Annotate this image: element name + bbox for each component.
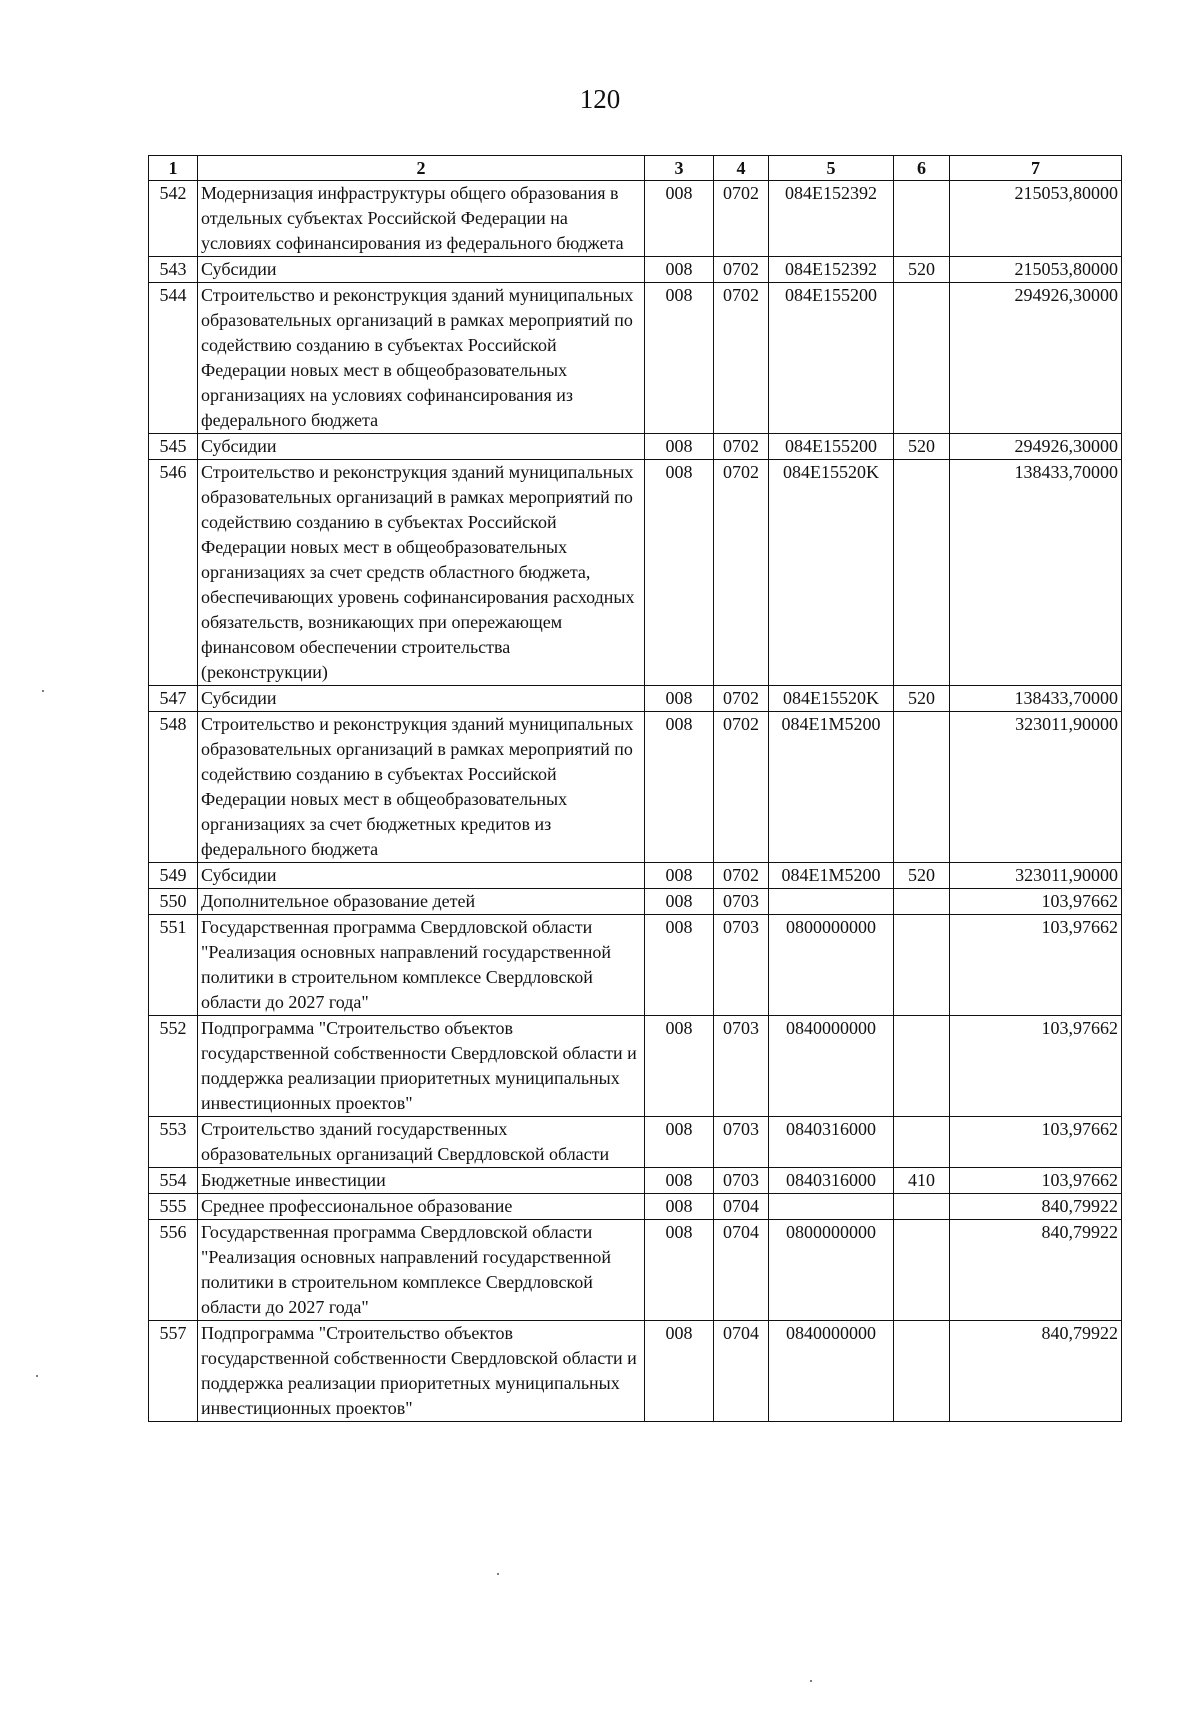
column-4-cell: 0702 [714, 434, 769, 460]
row-number-cell: 555 [149, 1194, 198, 1220]
column-6-cell: 520 [894, 434, 950, 460]
column-5-cell: 084E155200 [769, 283, 894, 434]
column-3-cell: 008 [645, 915, 714, 1016]
column-6-cell [894, 1220, 950, 1321]
column-header: 4 [714, 156, 769, 181]
column-6-cell [894, 283, 950, 434]
amount-cell: 103,97662 [950, 1168, 1122, 1194]
column-5-cell: 0840316000 [769, 1117, 894, 1168]
row-number-cell: 543 [149, 257, 198, 283]
table-row [149, 1168, 1122, 1194]
amount-cell: 215053,80000 [950, 257, 1122, 283]
column-4-cell: 0702 [714, 460, 769, 686]
amount-cell: 294926,30000 [950, 283, 1122, 434]
column-6-cell [894, 1016, 950, 1117]
amount-cell: 215053,80000 [950, 181, 1122, 257]
column-header: 5 [769, 156, 894, 181]
column-3-cell: 008 [645, 283, 714, 434]
scan-speck [810, 1680, 812, 1682]
row-number-cell: 550 [149, 889, 198, 915]
row-name-cell: Среднее профессиональное образование [198, 1194, 645, 1220]
row-name-cell: Строительство и реконструкция зданий муниципальных образовательных организаций в рамках мероприятий по содействию созданию в субъектах Российской Федерации новых мест в общеобразовательных организациях за счет бюджетных кредитов из федерального бюджета [198, 712, 645, 863]
column-6-cell [894, 1117, 950, 1168]
amount-cell: 323011,90000 [950, 712, 1122, 863]
row-number-cell: 553 [149, 1117, 198, 1168]
amount-cell: 840,79922 [950, 1321, 1122, 1422]
table-row [149, 1220, 1122, 1321]
column-5-cell: 084E155200 [769, 434, 894, 460]
row-number-cell: 548 [149, 712, 198, 863]
table-row [149, 1016, 1122, 1117]
column-3-cell: 008 [645, 181, 714, 257]
row-number-cell: 551 [149, 915, 198, 1016]
column-5-cell: 084E1M5200 [769, 712, 894, 863]
column-6-cell [894, 1321, 950, 1422]
row-name-cell: Субсидии [198, 257, 645, 283]
table-row [149, 889, 1122, 915]
column-header: 1 [149, 156, 198, 181]
row-name-cell: Строительство зданий государственных образовательных организаций Свердловской области [198, 1117, 645, 1168]
column-4-cell: 0703 [714, 1168, 769, 1194]
row-name-cell: Дополнительное образование детей [198, 889, 645, 915]
row-name-cell: Субсидии [198, 434, 645, 460]
amount-cell: 103,97662 [950, 889, 1122, 915]
row-number-cell: 552 [149, 1016, 198, 1117]
table-row [149, 1321, 1122, 1422]
column-3-cell: 008 [645, 1117, 714, 1168]
column-5-cell: 0800000000 [769, 1220, 894, 1321]
column-6-cell: 520 [894, 686, 950, 712]
column-3-cell: 008 [645, 1321, 714, 1422]
column-4-cell: 0702 [714, 712, 769, 863]
column-5-cell [769, 1194, 894, 1220]
column-4-cell: 0704 [714, 1194, 769, 1220]
column-5-cell: 0840316000 [769, 1168, 894, 1194]
column-4-cell: 0702 [714, 283, 769, 434]
column-4-cell: 0702 [714, 686, 769, 712]
column-6-cell [894, 889, 950, 915]
column-6-cell [894, 712, 950, 863]
row-name-cell: Субсидии [198, 686, 645, 712]
row-name-cell: Строительство и реконструкция зданий муниципальных образовательных организаций в рамках мероприятий по содействию созданию в субъектах Российской Федерации новых мест в общеобразовательных организациях на условиях софинансирования из федерального бюджета [198, 283, 645, 434]
column-3-cell: 008 [645, 257, 714, 283]
column-3-cell: 008 [645, 1220, 714, 1321]
row-number-cell: 542 [149, 181, 198, 257]
column-header: 3 [645, 156, 714, 181]
row-number-cell: 556 [149, 1220, 198, 1321]
column-4-cell: 0704 [714, 1321, 769, 1422]
budget-table [148, 155, 1122, 1422]
column-5-cell: 0800000000 [769, 915, 894, 1016]
table-row [149, 712, 1122, 863]
row-name-cell: Государственная программа Свердловской области "Реализация основных направлений государственной политики в строительном комплексе Свердловской области до 2027 года" [198, 915, 645, 1016]
table-row [149, 686, 1122, 712]
column-5-cell: 084E152392 [769, 257, 894, 283]
column-4-cell: 0703 [714, 889, 769, 915]
table-row [149, 434, 1122, 460]
row-number-cell: 546 [149, 460, 198, 686]
table-row [149, 915, 1122, 1016]
column-5-cell: 084E15520K [769, 460, 894, 686]
column-3-cell: 008 [645, 1016, 714, 1117]
column-4-cell: 0703 [714, 1117, 769, 1168]
column-3-cell: 008 [645, 863, 714, 889]
table-row [149, 283, 1122, 434]
row-name-cell: Модернизация инфраструктуры общего образования в отдельных субъектах Российской Федерации на условиях софинансирования из федерального бюджета [198, 181, 645, 257]
row-name-cell: Бюджетные инвестиции [198, 1168, 645, 1194]
amount-cell: 103,97662 [950, 1016, 1122, 1117]
table-row [149, 181, 1122, 257]
page-number: 120 [579, 84, 621, 114]
column-5-cell: 0840000000 [769, 1321, 894, 1422]
column-5-cell: 084E152392 [769, 181, 894, 257]
column-6-cell [894, 181, 950, 257]
row-number-cell: 557 [149, 1321, 198, 1422]
row-name-cell: Субсидии [198, 863, 645, 889]
column-4-cell: 0702 [714, 863, 769, 889]
column-6-cell: 520 [894, 257, 950, 283]
row-name-cell: Подпрограмма "Строительство объектов государственной собственности Свердловской области и поддержка реализации приоритетных муниципальных инвестиционных проектов" [198, 1016, 645, 1117]
column-5-cell: 0840000000 [769, 1016, 894, 1117]
row-name-cell: Строительство и реконструкция зданий муниципальных образовательных организаций в рамках мероприятий по содействию созданию в субъектах Российской Федерации новых мест в общеобразовательных организациях за счет средств областного бюджета, обеспечивающих уровень софинансирования расходных обязательств, возникающих при опережающем финансовом обеспечении строительства (реконструкции) [198, 460, 645, 686]
table-row [149, 257, 1122, 283]
column-6-cell [894, 1194, 950, 1220]
column-5-cell [769, 889, 894, 915]
row-name-cell: Подпрограмма "Строительство объектов государственной собственности Свердловской области и поддержка реализации приоритетных муниципальных инвестиционных проектов" [198, 1321, 645, 1422]
column-4-cell: 0702 [714, 257, 769, 283]
column-6-cell [894, 460, 950, 686]
amount-cell: 840,79922 [950, 1220, 1122, 1321]
column-3-cell: 008 [645, 889, 714, 915]
table-row [149, 1117, 1122, 1168]
column-header: 7 [950, 156, 1122, 181]
table-header-row [149, 156, 1122, 181]
column-header: 6 [894, 156, 950, 181]
column-3-cell: 008 [645, 434, 714, 460]
row-number-cell: 554 [149, 1168, 198, 1194]
amount-cell: 138433,70000 [950, 460, 1122, 686]
column-header: 2 [198, 156, 645, 181]
column-4-cell: 0704 [714, 1220, 769, 1321]
row-number-cell: 544 [149, 283, 198, 434]
row-number-cell: 547 [149, 686, 198, 712]
amount-cell: 294926,30000 [950, 434, 1122, 460]
table-body [149, 181, 1122, 1422]
column-6-cell: 410 [894, 1168, 950, 1194]
scan-speck [497, 1573, 499, 1575]
amount-cell: 840,79922 [950, 1194, 1122, 1220]
scan-speck [42, 690, 44, 692]
row-name-cell: Государственная программа Свердловской области "Реализация основных направлений государственной политики в строительном комплексе Свердловской области до 2027 года" [198, 1220, 645, 1321]
column-3-cell: 008 [645, 460, 714, 686]
amount-cell: 103,97662 [950, 915, 1122, 1016]
column-4-cell: 0702 [714, 181, 769, 257]
column-6-cell: 520 [894, 863, 950, 889]
amount-cell: 138433,70000 [950, 686, 1122, 712]
column-3-cell: 008 [645, 686, 714, 712]
amount-cell: 103,97662 [950, 1117, 1122, 1168]
row-number-cell: 549 [149, 863, 198, 889]
column-3-cell: 008 [645, 1194, 714, 1220]
column-6-cell [894, 915, 950, 1016]
column-5-cell: 084E15520K [769, 686, 894, 712]
table-row [149, 1194, 1122, 1220]
column-3-cell: 008 [645, 1168, 714, 1194]
column-4-cell: 0703 [714, 915, 769, 1016]
column-5-cell: 084E1M5200 [769, 863, 894, 889]
row-number-cell: 545 [149, 434, 198, 460]
table-row [149, 460, 1122, 686]
scan-speck [36, 1375, 38, 1377]
column-4-cell: 0703 [714, 1016, 769, 1117]
table-row [149, 863, 1122, 889]
amount-cell: 323011,90000 [950, 863, 1122, 889]
column-3-cell: 008 [645, 712, 714, 863]
